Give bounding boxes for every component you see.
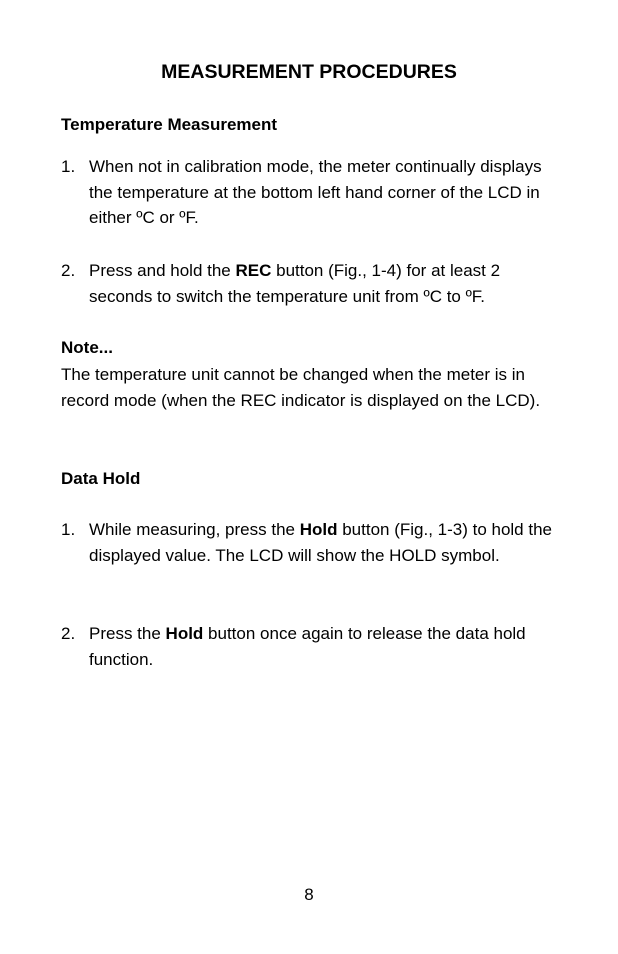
data-hold-heading: Data Hold [61,469,141,488]
step-number: 2. [61,624,76,643]
step-number: 1. [61,157,76,176]
page-number: 8 [304,885,314,904]
temperature-heading: Temperature Measurement [61,115,278,134]
data-hold-step-2 [61,621,561,672]
data-hold-step-1 [61,517,561,568]
step-number: 2. [61,261,76,280]
hold-button-label: Hold [165,624,204,643]
step-text-part: While measuring, press the [89,520,300,539]
step-text-part: button (Fig., 1-4) for at least 2 seconds to switch the temperature unit from ºC to ºF. [89,261,501,306]
step-text [89,517,561,568]
note-text: The temperature unit cannot be changed when the meter is in record mode (when the REC indicator is displayed on the LCD). [61,365,541,410]
hold-button-label: Hold [299,520,338,539]
step-text-part: Press and hold the [89,261,236,280]
page-title: MEASUREMENT PROCEDURES [161,61,457,83]
temperature-step-1 [61,154,561,231]
temperature-step-2 [61,258,561,309]
step-text-part: button once again to release the data hold function. [89,624,526,669]
step-text [89,621,561,672]
step-text [89,258,561,309]
rec-button-label: REC [235,261,272,280]
step-number: 1. [61,520,76,539]
step-text: When not in calibration mode, the meter continually displays the temperature at the bottom left hand corner of the LCD in either ºC or ºF. [89,157,542,227]
note-heading: Note... [61,338,113,357]
step-text-part: button (Fig., 1-3) to hold the displayed value. The LCD will show the HOLD symbol. [89,520,552,565]
step-text-part: Press the [89,624,166,643]
